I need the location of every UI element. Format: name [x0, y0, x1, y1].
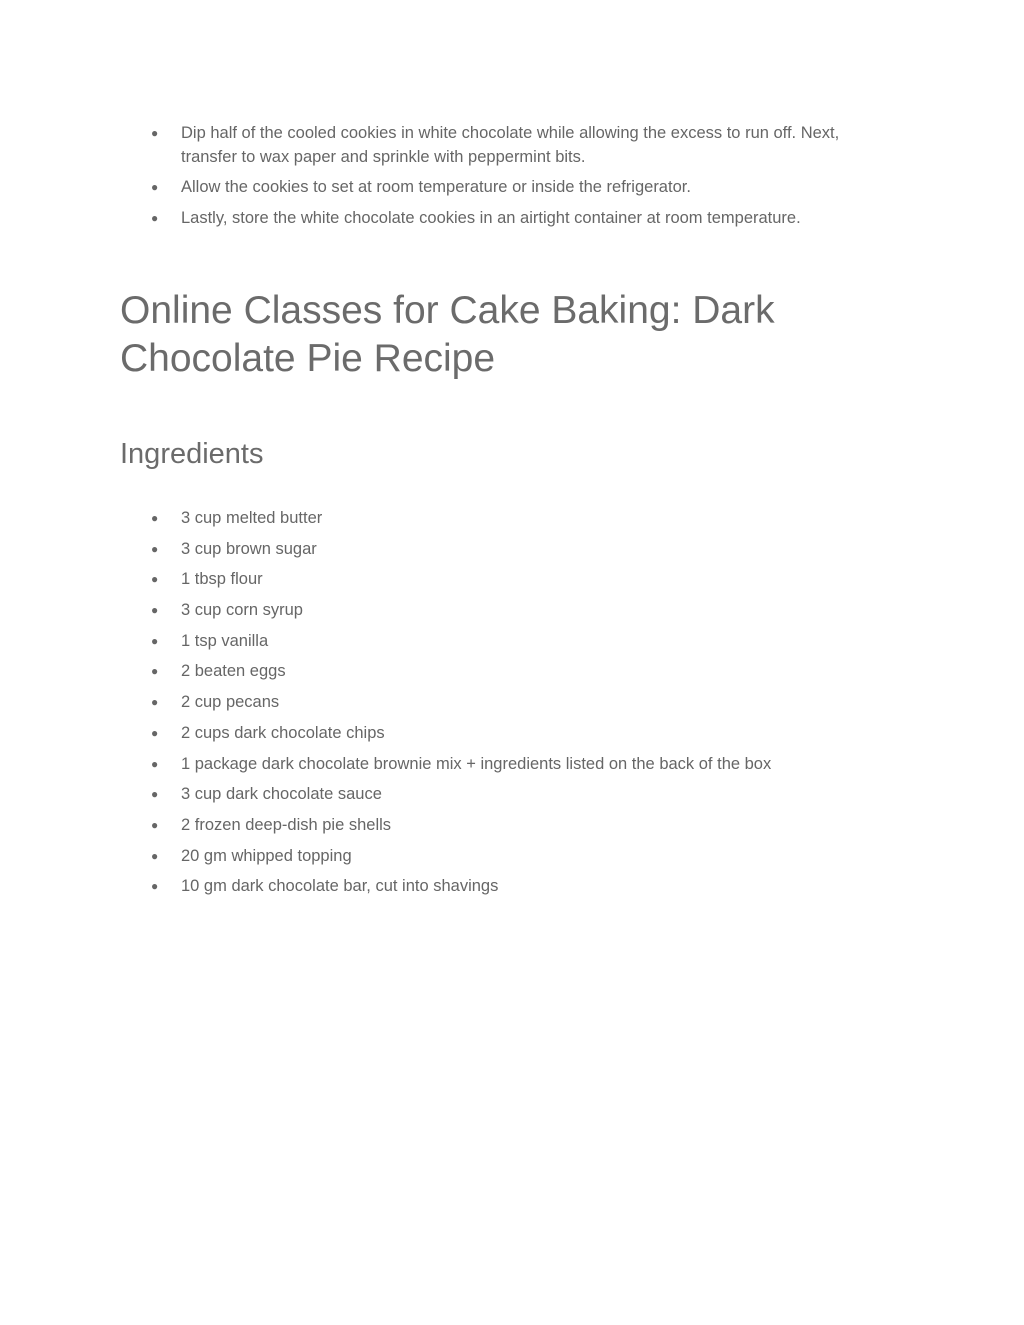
- list-item-text: 2 frozen deep-dish pie shells: [181, 815, 392, 834]
- list-item-text: 1 tbsp flour: [181, 570, 263, 589]
- list-item-text: 3 cup dark chocolate sauce: [181, 785, 382, 804]
- bullet-icon: ●: [151, 787, 159, 802]
- bullet-icon: ●: [151, 572, 159, 587]
- bullet-icon: ●: [151, 725, 159, 740]
- list-item-text: Dip half of the cooled cookies in white chocolate while allowing the excess to run off. Next, transfer to wax paper and sprinkle with peppermint bits.: [181, 124, 840, 166]
- list-item-text: 1 package dark chocolate brownie mix + ingredients listed on the back of the box: [181, 754, 772, 773]
- ingredients-list: [151, 507, 891, 906]
- bullet-icon: ●: [151, 126, 159, 140]
- list-item: [151, 691, 891, 715]
- bullet-icon: ●: [151, 695, 159, 710]
- list-item: [151, 507, 891, 531]
- list-item: [151, 630, 891, 654]
- list-item-text: 3 cup corn syrup: [181, 601, 303, 620]
- list-item-text: 3 cup melted butter: [181, 509, 323, 527]
- list-item: [151, 753, 891, 777]
- list-item-text: 1 tsp vanilla: [181, 631, 269, 650]
- page-title: Online Classes for Cake Baking: Dark Chocolate Pie Recipe: [120, 289, 775, 380]
- list-item: [151, 875, 891, 899]
- bullet-icon: ●: [151, 756, 159, 771]
- list-item: [151, 814, 891, 838]
- list-item-text: 2 beaten eggs: [181, 662, 286, 681]
- bullet-icon: ●: [151, 848, 159, 863]
- list-item: [151, 538, 891, 562]
- instruction-list: [151, 122, 891, 238]
- list-item: [151, 122, 891, 169]
- bullet-icon: ●: [151, 817, 159, 832]
- list-item-text: Allow the cookies to set at room temperature or inside the refrigerator.: [181, 178, 691, 197]
- bullet-icon: ●: [151, 603, 159, 618]
- list-item: [151, 660, 891, 684]
- list-item-text: 2 cup pecans: [181, 693, 280, 712]
- bullet-icon: ●: [151, 541, 159, 556]
- list-item: [151, 722, 891, 746]
- bullet-icon: ●: [151, 633, 159, 648]
- list-item-text: 20 gm whipped topping: [181, 846, 352, 865]
- bullet-icon: ●: [151, 210, 159, 225]
- list-item: [151, 783, 891, 807]
- bullet-icon: ●: [151, 879, 159, 894]
- list-item-text: 3 cup brown sugar: [181, 539, 317, 558]
- list-item: [151, 845, 891, 869]
- list-item: [151, 176, 891, 200]
- list-item-text: 10 gm dark chocolate bar, cut into shavings: [181, 877, 499, 896]
- bullet-icon: ●: [151, 664, 159, 679]
- list-item: [151, 207, 891, 231]
- list-item-text: 2 cups dark chocolate chips: [181, 723, 385, 742]
- ingredients-heading: Ingredients: [120, 438, 264, 470]
- list-item: [151, 599, 891, 623]
- bullet-icon: ●: [151, 511, 159, 525]
- list-item: [151, 568, 891, 592]
- bullet-icon: ●: [151, 180, 159, 195]
- list-item-text: Lastly, store the white chocolate cookies in an airtight container at room temperature.: [181, 208, 801, 227]
